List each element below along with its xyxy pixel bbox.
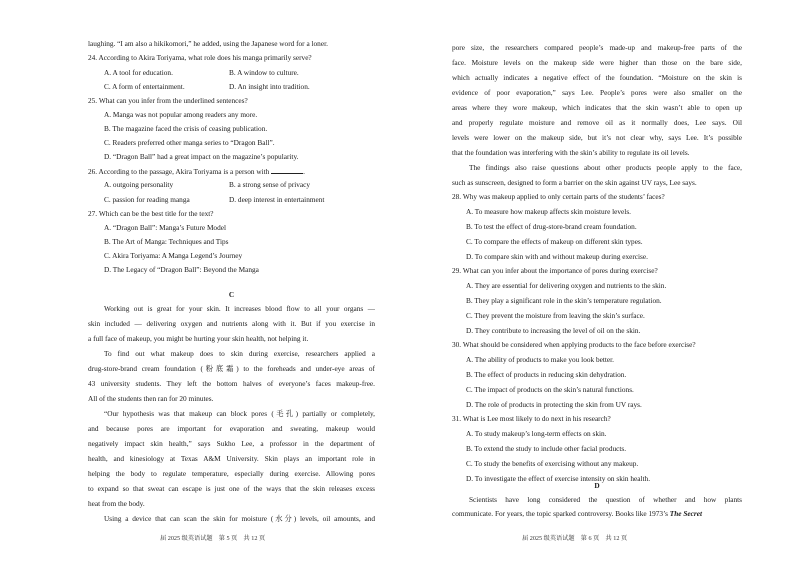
q24-option-a[interactable]: A. A tool for education. — [104, 68, 173, 77]
q26-stem-row — [88, 166, 305, 177]
q31-option-d[interactable]: D. To investigate the effect of exercise intensity on skin health. — [466, 474, 651, 483]
section-d-heading: D — [594, 481, 600, 490]
q29-option-c[interactable]: C. They prevent the moisture from leaving the skin’s surface. — [466, 311, 645, 320]
passage-line: communicate. For years, the topic sparked controversy. Books like 1973’s — [452, 509, 668, 518]
q25-stem: 25. What can you infer from the underlined sentences? — [88, 96, 248, 105]
q29-option-d[interactable]: D. They contribute to increasing the level of oil on the skin. — [466, 326, 641, 335]
q28-option-d[interactable]: D. To compare skin with and without makeup during exercise. — [466, 252, 648, 261]
q28-option-b[interactable]: B. To test the effect of drug-store-brand cream foundation. — [466, 222, 637, 231]
book-title: The Secret — [669, 509, 703, 518]
q30-option-b[interactable]: B. The effect of products in reducing skin dehydration. — [466, 370, 627, 379]
q25-option-a[interactable]: A. Manga was not popular among readers any more. — [104, 110, 258, 119]
passage-line: a full face of makeup, you might be hurting your skin health, not helping it. — [88, 334, 309, 343]
passage-line: evidence of poor evaporation,” says Lee. People’s pores were also smaller on the — [452, 88, 742, 97]
passage-line: Scientists have long considered the question of whether and how plants — [469, 495, 742, 504]
answer-blank[interactable] — [271, 166, 303, 174]
q26-option-c[interactable]: C. passion for reading manga — [104, 195, 190, 204]
q24-option-b[interactable]: B. A window to culture. — [229, 68, 299, 77]
q28-stem: 28. Why was makeup applied to only certain parts of the students’ faces? — [452, 192, 665, 201]
q25-option-d[interactable]: D. “Dragon Ball” had a great impact on the magazine’s popularity. — [104, 152, 299, 161]
passage-line-with-title — [452, 509, 742, 519]
passage-line: heat from the body. — [88, 499, 145, 508]
q26-option-a[interactable]: A. outgoing personality — [104, 180, 174, 189]
q29-option-a[interactable]: A. They are essential for delivering oxygen and nutrients to the skin. — [466, 281, 667, 290]
q24-stem: 24. According to Akira Toriyama, what role does his manga primarily serve? — [88, 53, 312, 62]
q26-option-b[interactable]: B. a strong sense of privacy — [229, 180, 311, 189]
passage-line: The findings also raise questions about other products people apply to the face, — [469, 163, 742, 172]
passage-line: that the foundation was interfering with the skin’s ability to regulate its oil levels. — [452, 148, 690, 157]
q25-option-c[interactable]: C. Readers preferred other manga series to “Dragon Ball”. — [104, 138, 275, 147]
page-footer: 届 2025 级英语试题 第 5 页 共 12 页 — [160, 535, 266, 542]
passage-line: and because pores are important for evaporation and sweating, makeup would — [88, 424, 375, 433]
passage-line: levels were lower on the makeup side, but it’s not clear why, says Lee. It’s possible — [452, 133, 742, 142]
q27-option-a[interactable]: A. “Dragon Ball”: Manga’s Future Model — [104, 223, 226, 232]
q29-stem: 29. What can you infer about the importance of pores during exercise? — [452, 266, 658, 275]
q26-stem: 26. According to the passage, Akira Toriyama is a person with — [88, 167, 270, 176]
passage-line: skin included — delivering oxygen and nutrients along with it. But if you exercise in — [88, 319, 375, 328]
q24-option-d[interactable]: D. An insight into tradition. — [229, 82, 310, 91]
passage-line: All of the students then ran for 20 minutes. — [88, 394, 214, 403]
passage-line: helping the body to regulate temperature, especially during exercise. Allowing pores — [88, 469, 375, 478]
q30-option-a[interactable]: A. The ability of products to make you look better. — [466, 355, 615, 364]
passage-line: to expand so that sweat can escape is just one of the ways that the skin releases excess — [88, 484, 375, 493]
q29-option-b[interactable]: B. They play a significant role in the skin’s temperature regulation. — [466, 296, 662, 305]
passage-line: “Our hypothesis was that makeup can block pores (毛孔) partially or completely, — [104, 409, 375, 418]
q27-option-b[interactable]: B. The Art of Manga: Techniques and Tips — [104, 237, 229, 246]
carry-line: laughing. “I am also a hikikomori,” he added, using the Japanese word for a loner. — [88, 39, 328, 48]
q27-option-c[interactable]: C. Akira Toriyama: A Manga Legend’s Journey — [104, 251, 243, 260]
q26-stem-end: . — [303, 167, 305, 176]
q26-option-d[interactable]: D. deep interest in entertainment — [229, 195, 325, 204]
passage-line: such as sunscreen, designed to form a barrier on the skin against UV rays, Lee says. — [452, 178, 697, 187]
passage-line: which actually indicates a negative effect of the foundation. “Moisture on the skin is — [452, 73, 742, 82]
passage-line: To find out what makeup does to skin during exercise, researchers applied a — [104, 349, 375, 358]
passage-line: Working out is great for your skin. It increases blood flow to all your organs — — [104, 304, 375, 313]
q31-option-a[interactable]: A. To study makeup’s long-term effects on skin. — [466, 429, 607, 438]
passage-line: pore size, the researchers compared people’s made-up and makeup-free parts of the — [452, 43, 742, 52]
q30-stem: 30. What should be considered when applying products to the face before exercise? — [452, 340, 696, 349]
page-footer: 届 2025 级英语试题 第 6 页 共 12 页 — [522, 535, 628, 542]
q28-option-a[interactable]: A. To measure how makeup affects skin moisture levels. — [466, 207, 631, 216]
passage-line: and properly regulate moisture and remove oil as it normally does, Lee says. Oil — [452, 118, 742, 127]
passage-line: face. Moisture levels on the makeup side were higher than those on the bare side, — [452, 58, 742, 67]
passage-line: areas where they wore makeup, which indicates that the skin wasn’t able to open up — [452, 103, 742, 112]
q31-stem: 31. What is Lee most likely to do next in his research? — [452, 414, 611, 423]
q24-option-c[interactable]: C. A form of entertainment. — [104, 82, 185, 91]
section-c-heading: C — [228, 290, 235, 299]
q31-option-b[interactable]: B. To extend the study to include other facial products. — [466, 444, 627, 453]
q31-option-c[interactable]: C. To study the benefits of exercising without any makeup. — [466, 459, 639, 468]
passage-line: health, and kinesiology at Texas A&M University. Skin plays an important role in — [88, 454, 375, 463]
q27-option-d[interactable]: D. The Legacy of “Dragon Ball”: Beyond the Manga — [104, 265, 259, 274]
q30-option-d[interactable]: D. The role of products in protecting the skin from UV rays. — [466, 400, 642, 409]
passage-line: negatively impact skin health,” says Sukho Lee, a professor in the department of — [88, 439, 375, 448]
passage-line: drug-store-brand cream foundation (粉底霜) to the foreheads and under-eye areas of — [88, 364, 375, 373]
passage-line: 43 university students. They left the bottom halves of everyone’s faces makeup-free. — [88, 379, 375, 388]
q28-option-c[interactable]: C. To compare the effects of makeup on different skin types. — [466, 237, 643, 246]
q30-option-c[interactable]: C. The impact of products on the skin’s natural functions. — [466, 385, 634, 394]
q25-option-b[interactable]: B. The magazine faced the crisis of ceasing publication. — [104, 124, 268, 133]
q27-stem: 27. Which can be the best title for the text? — [88, 209, 214, 218]
passage-line: Using a device that can scan the skin for moisture (水分) levels, oil amounts, and — [104, 514, 375, 523]
